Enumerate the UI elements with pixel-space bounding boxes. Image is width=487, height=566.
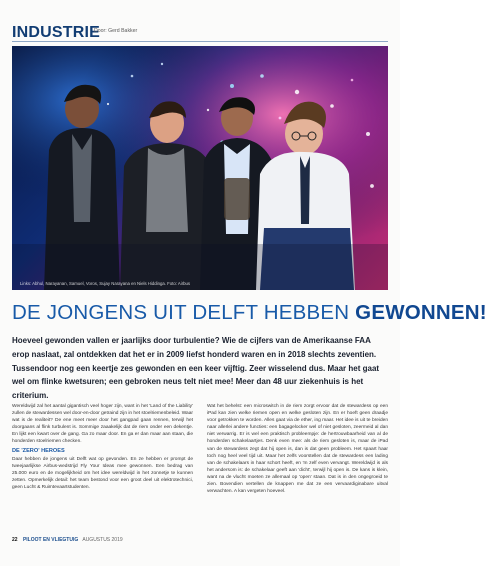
body-paragraph: Wereldwijd zal het aantal gigantisch veel hoger zijn, want in het 'Land of the Liability' zullen de stewardessen wel door-en-door getraind zijn in het stoelriemenbeleid. Waar wat is de realiteit? De ene meet meer door het gangpad gaan rennen, terwijl het doorgaans al flink turbulent is. Sommige zaaakelijk dat de riem onder een dekentje. En lijkt een kwart over de gang. Ga zo maar door. En ga er dan maar aan staan, die honderden stoelriemen checken. [12, 404, 193, 445]
author-credit: Door: Gerd Bakker [94, 28, 138, 34]
issue-date: AUGUSTUS 2019 [82, 537, 123, 543]
headline-emphasis: GEWONNEN! [355, 301, 487, 324]
section-title-text: INDUSTRIE [12, 24, 101, 41]
page-footer [12, 537, 388, 547]
article-headline [12, 301, 487, 325]
intro-paragraph: Hoeveel gewonden vallen er jaarlijks door turbulentie? Wie de cijfers van de Amerikaanse FAA erop naslaat, zal ontdekken dat het er in 2009 liefst honderd waren en in 2018 slechts zeventien. Tussendoor nog een keertje zes gewonden en een keer vijftig. Zeer wisselend dus. Maar het gaat wel om flinke kwetsuren; een gebroken neus telt niet mee! Meer dan 48 uur ziekenhuis is het criterium. [12, 336, 380, 401]
photo-credit: Links: Abhul, Narayanan, Samuel, Voros, Sujay Narayana en Niels Hiddinga. Foto: Airbus [20, 281, 191, 286]
trophy-shape [224, 178, 250, 220]
body-paragraph: Wat het behelst: een microswitch in de riem zorgt ervoor dat de stewardess op een iPad kan zien welke riemen open en welke gesloten zijn. En er hoeft geen draadje voor getrokken te worden. Alles gaat via de ether, ing maar. Het idee is uit te breiden naar allerlei andere functies: een bagagelocker wel of niet gesloten, zeermeid al dan niet verwarrig. Er is wel een praktisch probleempje: de hertrouwbaarheid van al de honderden schakelaartjes. Denk even mee: als de riem gesloten is, maar de iPad van de stewardess zegt dat hij open is, dan is dat geen probleem. Het spaart haar toch nog heel veel tijd uit. Maar het zelfs voorstellen dat de stewardess een lading van de schakelaars in haar schort heeft, en 'm zelf even vervangt. Wereldwijd is als het andersom is: de schakelaar geeft aan 'dicht', terwijl hij open is. De kans is klein, want na de vlucht moeten ze allemaal op 'open' staan. Dat is in den ongegroeid te zien. Bovendien vertellen de knappen me dat ze een vervaardiginabare uitval verwachten. A kan vergeten hoeveel. [207, 404, 388, 495]
headline-lead: DE JONGENS UIT DELFT HEBBEN [12, 301, 356, 324]
page-header [12, 22, 388, 42]
header-divider [12, 41, 388, 42]
magazine-name: PILOOT EN VLIEGTUIG [22, 537, 79, 543]
body-column-right [207, 403, 388, 495]
subheading: DE 'ZERO' HEROES [12, 447, 65, 454]
award-ceremony-photo [12, 46, 388, 290]
hero-photo [12, 46, 388, 290]
section-title [12, 24, 100, 42]
body-paragraph: Daar hebben de jongens uit Delft wat op gevonden. En ze hebben er prompt de tweejaarlijkse Airbus-wedstrijd Fly Your Ideas mee gewonnen. Een bedrag van 25.000 euro en de mogelijkheid om het idee wereldwijd in het zonnetje te kunnen zetten. Opmerkelijk detail: het team bestond voor een groot deel uit elektrotechnici, geen Lucht & Ruimtevaartstudenten. [12, 456, 193, 491]
body-column-left [12, 403, 193, 491]
page-number: 22 [12, 537, 18, 543]
